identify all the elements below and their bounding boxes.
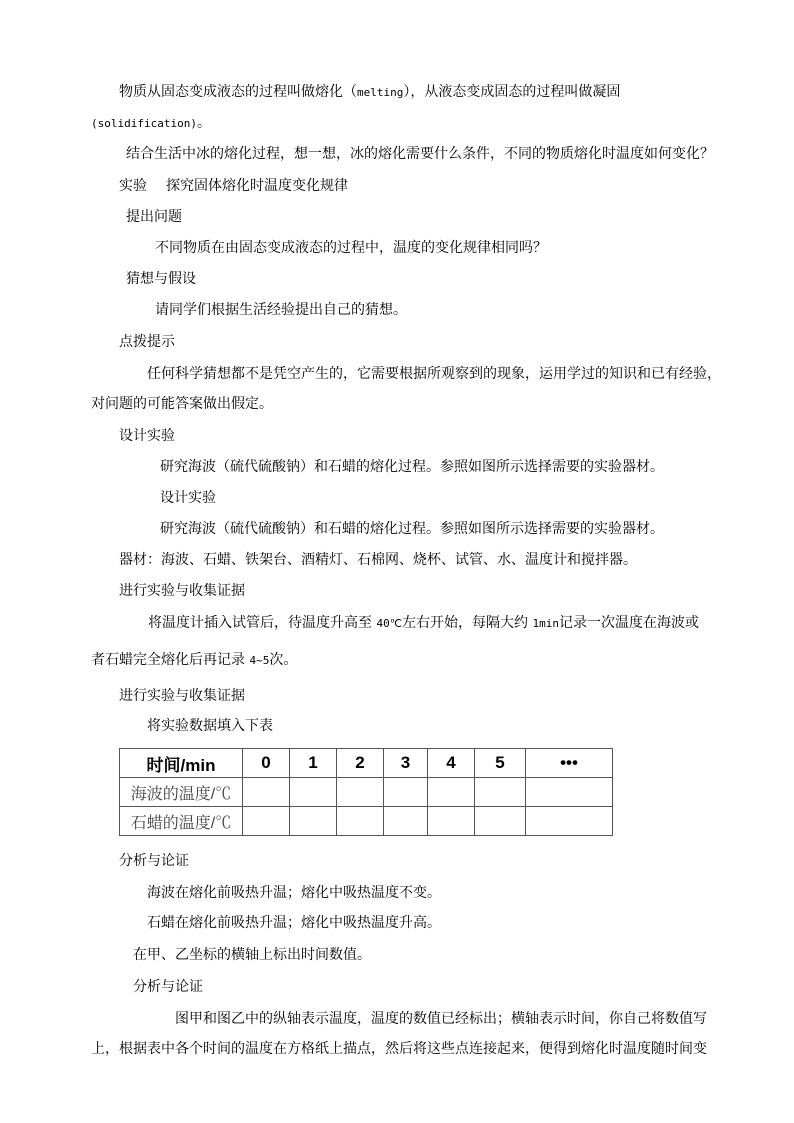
empty-cell[interactable]	[337, 807, 384, 836]
empty-cell[interactable]	[428, 778, 475, 807]
table-header-cell: 时间/min	[120, 749, 243, 778]
heading-conduct-2: 进行实验与收集证据	[119, 688, 245, 704]
hint-text-line2: 对问题的可能答案做出假定。	[91, 396, 273, 412]
empty-cell[interactable]	[337, 778, 384, 807]
table-header-cell: 1	[290, 749, 337, 778]
heading-hypothesis: 猜想与假设	[126, 271, 196, 287]
empty-cell[interactable]	[384, 778, 428, 807]
hypothesis-text: 请同学们根据生活经验提出自己的猜想。	[155, 302, 407, 318]
empty-cell[interactable]	[290, 807, 337, 836]
heading-hint: 点拨提示	[119, 334, 175, 350]
term-solidification: (solidification)	[91, 117, 197, 130]
analysis-paraffin: 石蜡在熔化前吸热升温；熔化中吸热温度升高。	[147, 915, 441, 931]
table-header-cell: 3	[384, 749, 428, 778]
term-melting: melting	[357, 86, 404, 99]
heading-design-1: 设计实验	[119, 428, 175, 444]
table-header-cell: 5	[475, 749, 526, 778]
conduct-text-line1: 将温度计插入试管后，待温度升高至 40℃左右开始，每隔大约 1min记录一次温度在海波或	[148, 615, 700, 631]
hint-text-line1: 任何科学猜想都不是凭空产生的，它需要根据所观察到的现象，运用学过的知识和已有经验，	[147, 366, 721, 382]
heading-analysis-1: 分析与论证	[119, 853, 189, 869]
table-header-cell: 2	[337, 749, 384, 778]
empty-cell[interactable]	[475, 778, 526, 807]
final-text-line2: 上，根据表中各个时间的温度在方格纸上描点，然后将这些点连接起来，便得到熔化时温度随时间变	[91, 1041, 707, 1057]
empty-cell[interactable]	[290, 778, 337, 807]
axis-instruction: 在甲、乙坐标的横轴上标出时间数值。	[133, 947, 371, 963]
empty-cell[interactable]	[243, 807, 290, 836]
count-value: 4~5	[249, 654, 270, 667]
experiment-label: 实验	[119, 178, 147, 194]
table-row	[120, 807, 613, 836]
paragraph-definition: 物质从固态变成液态的过程叫做熔化（melting），从液态变成固态的过程叫做凝固	[119, 84, 621, 100]
table-row	[120, 778, 613, 807]
empty-cell[interactable]	[243, 778, 290, 807]
temperature-value: 40℃	[376, 617, 403, 630]
paragraph-definition-cont: (solidification)。	[91, 115, 211, 131]
experiment-heading	[119, 176, 348, 196]
table-header-row	[120, 749, 613, 778]
empty-cell[interactable]	[384, 807, 428, 836]
empty-cell[interactable]	[526, 778, 613, 807]
conduct-text-line2: 者石蜡完全熔化后再记录 4~5次。	[91, 652, 298, 668]
heading-conduct-1: 进行实验与收集证据	[119, 583, 245, 599]
interval-value: 1min	[532, 617, 560, 630]
row-label-paraffin: 石蜡的温度/℃	[120, 807, 243, 836]
equipment-list: 器材：海波、石蜡、铁架台、酒精灯、石棉网、烧杯、试管、水、温度计和搅拌器。	[119, 552, 637, 568]
table-header-cell: •••	[526, 749, 613, 778]
design-text-2: 研究海波（硫代硫酸钠）和石蜡的熔化过程。参照如图所示选择需要的实验器材。	[160, 521, 664, 537]
question-text: 不同物质在由固态变成液态的过程中，温度的变化规律相同吗？	[155, 240, 547, 256]
heading-analysis-2: 分析与论证	[133, 979, 203, 995]
row-label-hypo: 海波的温度/℃	[120, 778, 243, 807]
paragraph-think: 结合生活中冰的熔化过程，想一想，冰的熔化需要什么条件，不同的物质熔化时温度如何变化？	[126, 146, 714, 162]
empty-cell[interactable]	[526, 807, 613, 836]
final-text-line1: 图甲和图乙中的纵轴表示温度，温度的数值已经标出；横轴表示时间，你自己将数值写	[175, 1011, 707, 1027]
data-table	[119, 748, 613, 836]
heading-design-2: 设计实验	[160, 490, 216, 506]
table-header-cell: 4	[428, 749, 475, 778]
empty-cell[interactable]	[475, 807, 526, 836]
fill-table-instruction: 将实验数据填入下表	[147, 718, 273, 734]
heading-question: 提出问题	[126, 209, 182, 225]
analysis-hypo: 海波在熔化前吸热升温；熔化中吸热温度不变。	[147, 885, 441, 901]
table-header-cell: 0	[243, 749, 290, 778]
experiment-title: 探究固体熔化时温度变化规律	[166, 178, 348, 194]
design-text-1: 研究海波（硫代硫酸钠）和石蜡的熔化过程。参照如图所示选择需要的实验器材。	[160, 459, 664, 475]
empty-cell[interactable]	[428, 807, 475, 836]
